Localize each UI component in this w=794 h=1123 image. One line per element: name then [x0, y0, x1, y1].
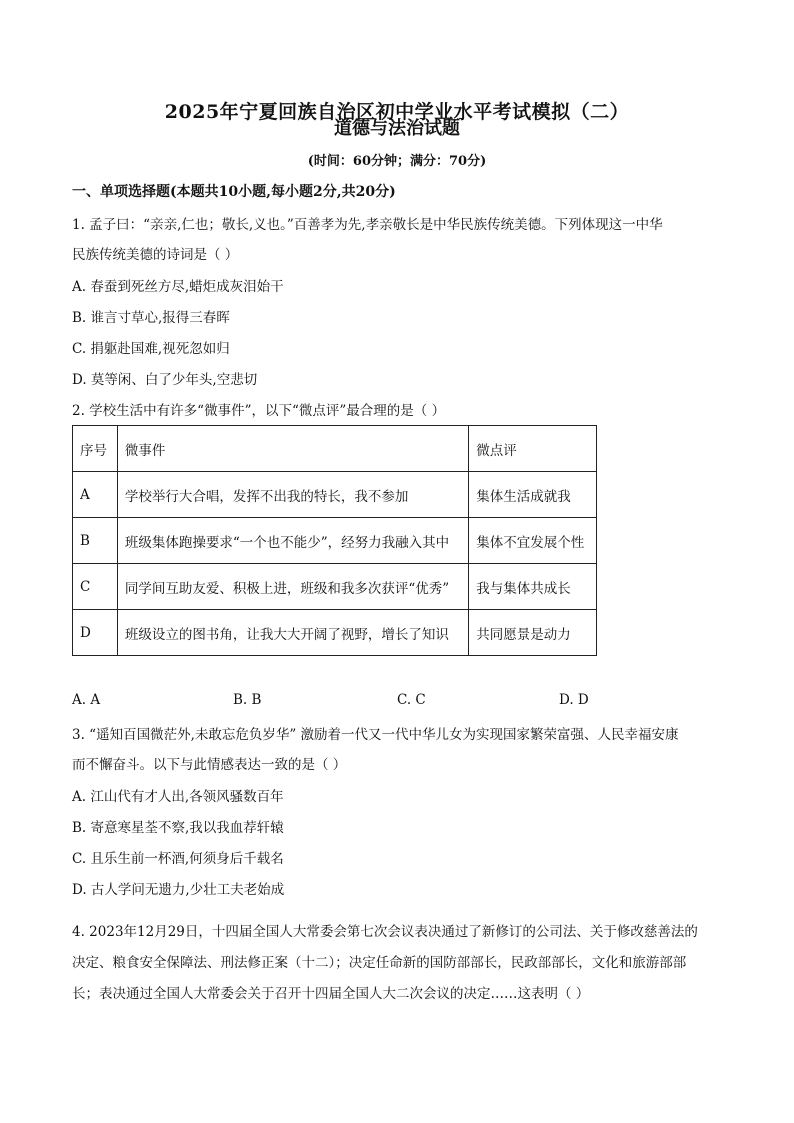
table-row: [73, 518, 597, 564]
q2-option-c: C. C: [397, 692, 426, 708]
q2-table: [72, 425, 597, 656]
q1-option-a: A. 春蚕到死丝方尽,蜡炬成灰泪始干: [72, 279, 284, 295]
table-row: [73, 564, 597, 610]
q2-stem: 2. 学校生活中有许多“微事件”，以下“微点评”最合理的是（ ）: [72, 403, 446, 419]
table-cell-comment: 集体不宜发展个性: [469, 518, 597, 564]
q3-option-d: D. 古人学问无遗力,少壮工夫老始成: [72, 882, 285, 898]
q1-stem-line2: 民族传统美德的诗词是（ ）: [72, 247, 239, 263]
table-cell-label: A: [73, 472, 118, 518]
q1-option-c: C. 捐躯赴国难,视死忽如归: [72, 341, 230, 357]
table-cell-comment: 集体生活成就我: [469, 472, 597, 518]
time-info: (时间：60分钟；满分：70分): [307, 154, 487, 169]
q3-option-a: A. 江山代有才人出,各领风骚数百年: [72, 789, 284, 805]
q3-stem-line2: 而不懈奋斗。以下与此情感表达一致的是（ ）: [72, 757, 347, 773]
table-header-row: [73, 426, 597, 472]
q2-option-d: D. D: [559, 692, 589, 708]
table-cell-label: C: [73, 564, 118, 610]
q4-line1: 4. 2023年12月29日，十四届全国人大常委会第七次会议表决通过了新修订的公司法、关于修改慈善法的: [72, 924, 698, 940]
q2-option-a: A. A: [72, 692, 101, 708]
section-heading: 一、单项选择题(本题共10小题,每小题2分,共20分): [72, 184, 396, 200]
q1-option-b: B. 谁言寸草心,报得三春晖: [72, 310, 230, 326]
table-cell-comment: 共同愿景是动力: [469, 610, 597, 656]
exam-title: 2025年宁夏回族自治区初中学业水平考试模拟（二）: [164, 101, 630, 123]
q1-option-d: D. 莫等闲、白了少年头,空悲切: [72, 372, 258, 388]
q2-option-b: B. B: [233, 692, 262, 708]
q4-line2: 决定、粮食安全保障法、刑法修正案（十二）；决定任命新的国防部部长，民政部部长，文化和旅游部部: [72, 955, 687, 971]
table-cell-event: 同学间互助友爱、积极上进，班级和我多次获评“优秀”: [117, 564, 468, 610]
table-cell-label: B: [73, 518, 118, 564]
table-cell-event: 学校举行大合唱，发挥不出我的特长，我不参加: [117, 472, 468, 518]
q3-option-b: B. 寄意寒星荃不察,我以我血荐轩辕: [72, 820, 284, 836]
q1-stem-line1: 1. 孟子曰：“亲亲,仁也；敬长,义也。”百善孝为先,孝亲敬长是中华民族传统美德。下列体现这一中华: [72, 217, 663, 233]
table-row: [73, 610, 597, 656]
q3-option-c: C. 且乐生前一杯酒,何须身后千载名: [72, 851, 284, 867]
table-cell-label: D: [73, 610, 118, 656]
q3-stem-line1: 3. “遥知百国微茫外,未敢忘危负岁华” 激励着一代又一代中华儿女为实现国家繁荣富强、人民幸福安康: [72, 727, 679, 743]
subject-title: 道德与法治试题: [334, 118, 460, 139]
table-row: [73, 472, 597, 518]
table-header-cell: 微事件: [117, 426, 468, 472]
q4-line3: 长；表决通过全国人大常委会关于召开十四届全国人大二次会议的决定……这表明（ ）: [72, 986, 590, 1002]
table-cell-event: 班级设立的图书角，让我大大开阔了视野，增长了知识: [117, 610, 468, 656]
table-cell-comment: 我与集体共成长: [469, 564, 597, 610]
table-header-cell: 微点评: [469, 426, 597, 472]
table-cell-event: 班级集体跑操要求“一个也不能少”，经努力我融入其中: [117, 518, 468, 564]
table-header-cell: 序号: [73, 426, 118, 472]
